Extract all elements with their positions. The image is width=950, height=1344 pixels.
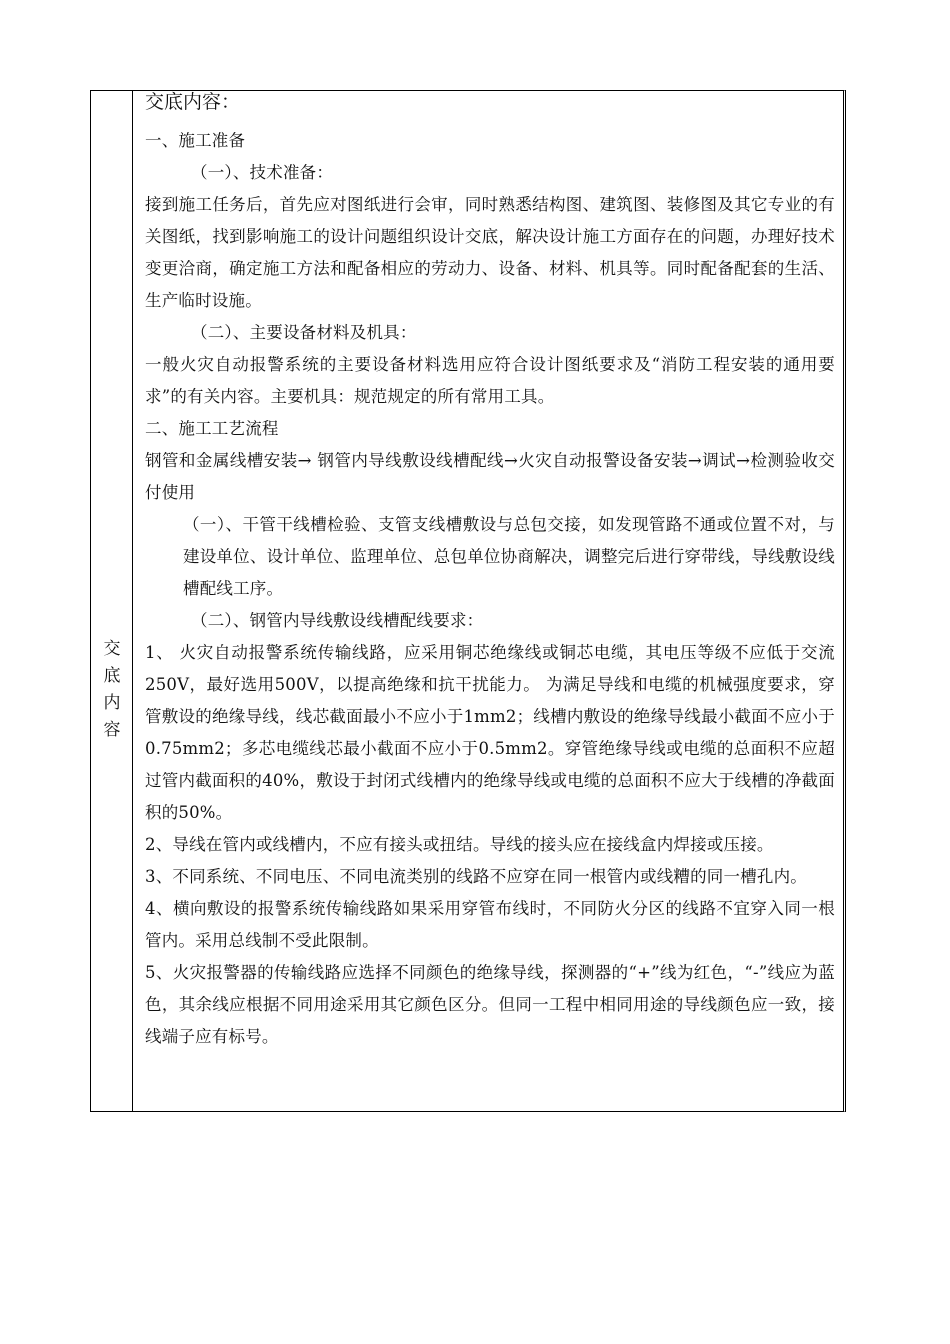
paragraph: （一）、干管干线槽检验、支管支线槽敷设与总包交接，如发现管路不通或位置不对，与建设单位、设计单位、监理单位、总包单位协商解决，调整完后进行穿带线，导线敷设线槽配线工序。 <box>183 515 835 598</box>
paragraph: 3、不同系统、不同电压、不同电流类别的线路不应穿在同一根管内或线糟的同一槽孔内。 <box>145 867 807 886</box>
side-label-char: 内 <box>103 693 121 713</box>
content-heading: 交底内容： <box>145 91 241 113</box>
paragraph: （二）、钢管内导线敷设线槽配线要求： <box>191 611 484 630</box>
paragraph: 一、施工准备 <box>145 131 246 150</box>
paragraph: 一般火灾自动报警系统的主要设备材料选用应符合设计图纸要求及“消防工程安装的通用要求”的有关内容。主要机具：规范规定的所有常用工具。 <box>145 355 835 406</box>
paragraph: 2、导线在管内或线槽内，不应有接头或扭结。导线的接头应在接线盒内焊接或压接。 <box>145 835 774 854</box>
paragraph: 1、 火灾自动报警系统传输线路，应采用铜芯绝缘线或铜芯电缆，其电压等级不应低于交流250V，最好选用500V，以提高绝缘和抗干扰能力。 为满足导线和电缆的机械强度要求，穿管敷设的绝缘导线，线芯截面最小不应小于1mm2；线槽内敷设的绝缘导线最小截面不应小于0.75mm2；多芯电缆线芯最小截面不应小于0.5mm2。穿管绝缘导线或电缆的总面积不应超过管内截面积的40%，敷设于封闭式线槽内的绝缘导线或电缆的总面积不应大于线槽的净截面积的50%。 <box>145 643 835 822</box>
paragraph: 二、施工工艺流程 <box>145 419 279 438</box>
paragraph: 4、横向敷设的报警系统传输线路如果采用穿管布线时，不同防火分区的线路不宜穿入同一根管内。采用总线制不受此限制。 <box>145 899 835 950</box>
content-cell <box>145 91 835 1053</box>
side-label-char: 底 <box>103 666 121 686</box>
disclosure-table <box>90 90 846 1112</box>
paragraph: （二）、主要设备材料及机具： <box>191 323 417 342</box>
paragraph: 接到施工任务后，首先应对图纸进行会审，同时熟悉结构图、建筑图、装修图及其它专业的有关图纸，找到影响施工的设计问题组织设计交底，解决设计施工方面存在的问题，办理好技术变更洽商，确定施工方法和配备相应的劳动力、设备、材料、机具等。同时配备配套的生活、生产临时设施。 <box>145 195 835 310</box>
side-label <box>91 636 133 744</box>
paragraph: 钢管和金属线槽安装→ 钢管内导线敷设线槽配线→火灾自动报警设备安装→调试→检测验收交付使用 <box>145 451 835 502</box>
paragraph: （一）、技术准备： <box>191 163 334 182</box>
side-label-cell <box>91 91 133 1111</box>
paragraph: 5、火灾报警器的传输线路应选择不同颜色的绝缘导线，探测器的“+”线为红色，“-”线应为蓝色，其余线应根据不同用途采用其它颜色区分。但同一工程中相同用途的导线颜色应一致，接线端子应有标号。 <box>145 963 835 1046</box>
side-label-char: 容 <box>103 720 121 740</box>
side-label-char: 交 <box>103 639 121 659</box>
